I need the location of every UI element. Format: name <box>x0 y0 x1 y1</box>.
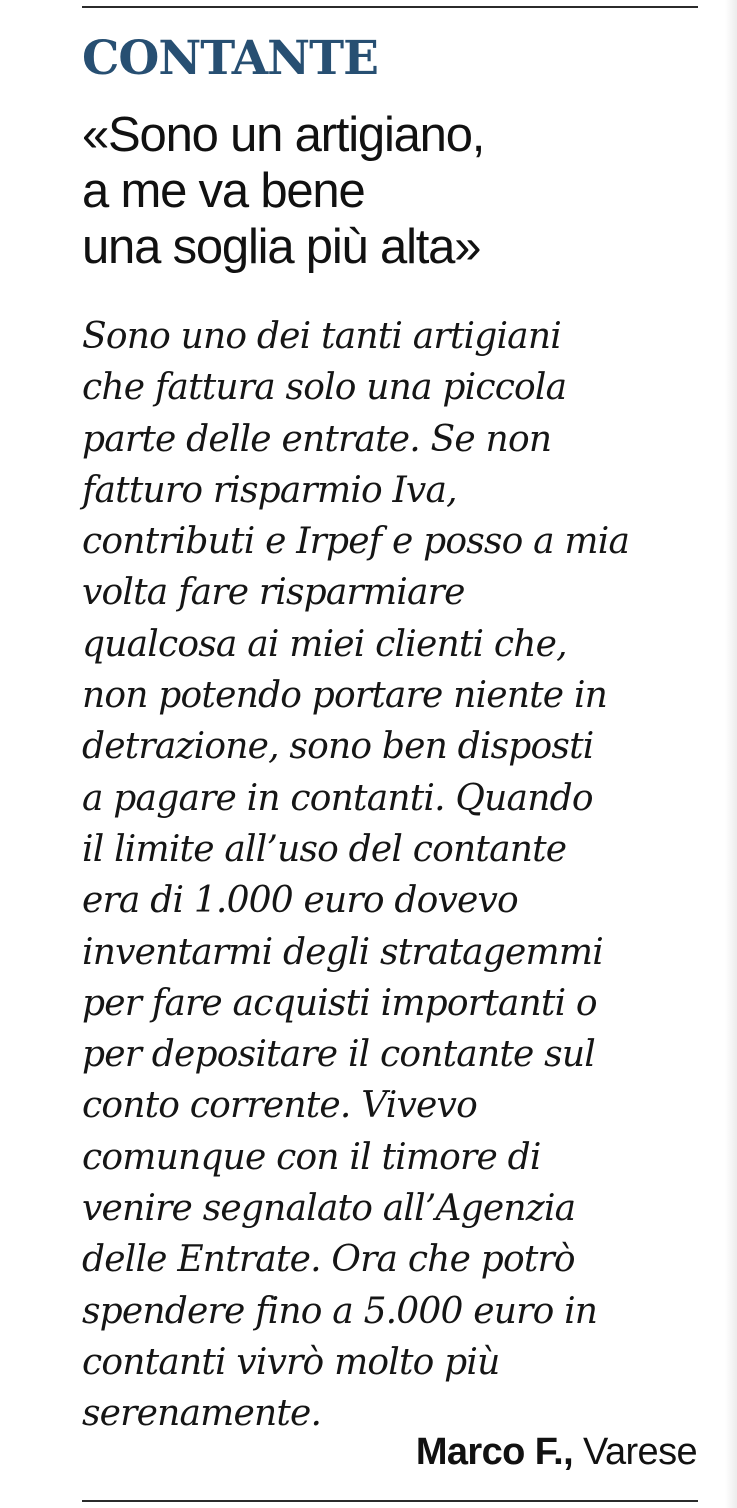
bottom-divider <box>82 1500 698 1502</box>
body-line: parte delle entrate. Se non <box>82 418 552 460</box>
body-line: Sono uno dei tanti artigiani <box>82 316 561 357</box>
body-line: per fare acquisti importanti o <box>82 982 597 1024</box>
headline <box>82 107 702 275</box>
page-edge-shadow <box>725 0 737 1508</box>
body-line: spendere fino a 5.000 euro in <box>82 1290 598 1332</box>
body-line: venire segnalato all’Agenzia <box>82 1188 576 1230</box>
signature-city: Varese <box>583 1431 697 1473</box>
letter-body <box>82 311 707 1440</box>
headline-line: una soglia più alta» <box>82 220 481 274</box>
top-divider <box>82 6 698 8</box>
body-line: non potendo portare niente in <box>82 675 608 717</box>
body-line: contanti vivrò molto più <box>82 1341 500 1383</box>
body-line: a pagare in contanti. Quando <box>82 777 593 819</box>
body-line: qualcosa ai miei clienti che, <box>82 623 567 665</box>
headline-line: «Sono un artigiano, <box>82 108 485 162</box>
signature-name: Marco F., <box>415 1431 574 1473</box>
body-line: era di 1.000 euro dovevo <box>82 880 518 922</box>
signature <box>416 1426 697 1478</box>
body-line: delle Entrate. Ora che potrò <box>82 1239 575 1281</box>
body-line: il limite all’uso del contante <box>82 828 567 870</box>
body-line: fatturo risparmio Iva, <box>82 469 457 511</box>
body-line: inventarmi degli stratagemmi <box>82 931 603 973</box>
body-line: conto corrente. Vivevo <box>82 1085 477 1127</box>
body-line: contributi e Irpef e posso a mia <box>82 521 630 563</box>
body-line: comunque con il timore di <box>82 1136 541 1178</box>
body-line: volta fare risparmiare <box>82 572 465 614</box>
section-kicker: CONTANTE <box>82 31 378 86</box>
headline-line: a me va bene <box>82 164 365 218</box>
body-line: che fattura solo una piccola <box>82 367 567 409</box>
body-line: per depositare il contante sul <box>82 1034 595 1076</box>
body-line: serenamente. <box>82 1393 322 1435</box>
body-line: detrazione, sono ben disposti <box>82 726 594 768</box>
